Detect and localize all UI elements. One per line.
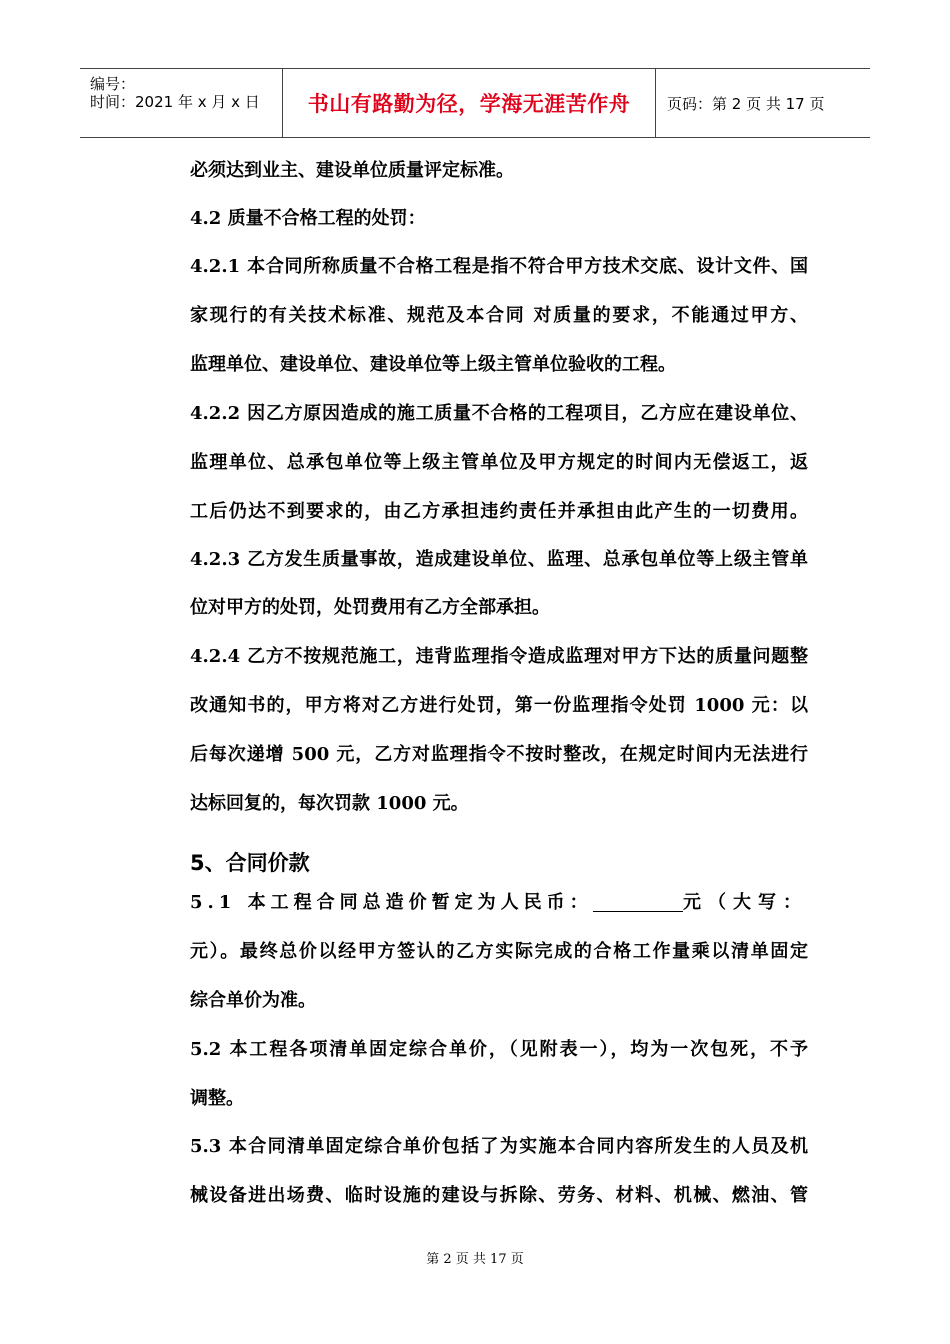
document-number-label: 编号： [90, 75, 136, 93]
header-motto: 书山有路勤为径，学海无涯苦作舟 [307, 91, 631, 116]
body-line: 家现行的有关技术标准、规范及本合同 对质量的要求，不能通过甲方、 [190, 305, 808, 326]
clause-5-1-line [190, 894, 808, 912]
section-title: 5、合同价款 [190, 851, 310, 875]
clause-heading: 4.2 质量不合格工程的处罚： [190, 208, 426, 229]
amount-blank-field [593, 895, 683, 912]
body-line: 4.2.3 乙方发生质量事故，造成建设单位、监理、总承包单位等上级主管单 [190, 549, 808, 570]
body-line: 监理单位、建设单位、建设单位等上级主管单位验收的工程。 [190, 354, 676, 375]
body-line: 调整。 [190, 1088, 244, 1109]
body-line: 监理单位、总承包单位等上级主管单位及甲方规定的时间内无偿返工，返 [190, 452, 808, 473]
body-line: 后每次递增 500 元，乙方对监理指令不按时整改，在规定时间内无法进行 [190, 744, 808, 765]
page-header [80, 68, 870, 138]
document-date: 时间：2021 年 x 月 x 日 [90, 93, 260, 111]
body-line: 改通知书的，甲方将对乙方进行处罚，第一份监理指令处罚 1000 元：以 [190, 695, 808, 716]
body-line: 达标回复的，每次罚款 1000 元。 [190, 793, 469, 814]
clause-5-1-text: 5.1 本工程合同总造价暂定为人民币： [190, 892, 593, 913]
body-line: 综合单价为准。 [190, 990, 316, 1011]
page-footer: 第 2 页 共 17 页 [426, 1252, 524, 1267]
body-line: 工后仍达不到要求的，由乙方承担违约责任并承担由此产生的一切费用。 [190, 501, 808, 522]
body-line: 械设备进出场费、临时设施的建设与拆除、劳务、材料、机械、燃油、管 [190, 1185, 808, 1206]
body-line: 4.2.2 因乙方原因造成的施工质量不合格的工程项目，乙方应在建设单位、 [190, 403, 808, 424]
clause-5-1-capital-label: 元（大写： [683, 892, 808, 913]
body-line: 4.2.4 乙方不按规范施工，违背监理指令造成监理对甲方下达的质量问题整 [190, 646, 808, 667]
body-line: 元）。最终总价以经甲方签认的乙方实际完成的合格工作量乘以清单固定 [190, 941, 808, 962]
body-line: 4.2.1 本合同所称质量不合格工程是指不符合甲方技术交底、设计文件、国 [190, 256, 808, 277]
header-meta [80, 69, 282, 137]
header-motto-cell [282, 69, 656, 137]
body-line: 位对甲方的处罚，处罚费用有乙方全部承担。 [190, 597, 550, 618]
body-line: 5.2 本工程各项清单固定综合单价，（见附表一），均为一次包死，不予 [190, 1039, 808, 1060]
body-line: 必须达到业主、建设单位质量评定标准。 [190, 160, 514, 181]
header-page-info: 页码：第 2 页 共 17 页 [667, 94, 825, 113]
header-page-info-cell [655, 69, 870, 137]
body-line: 5.3 本合同清单固定综合单价包括了为实施本合同内容所发生的人员及机 [190, 1136, 808, 1157]
